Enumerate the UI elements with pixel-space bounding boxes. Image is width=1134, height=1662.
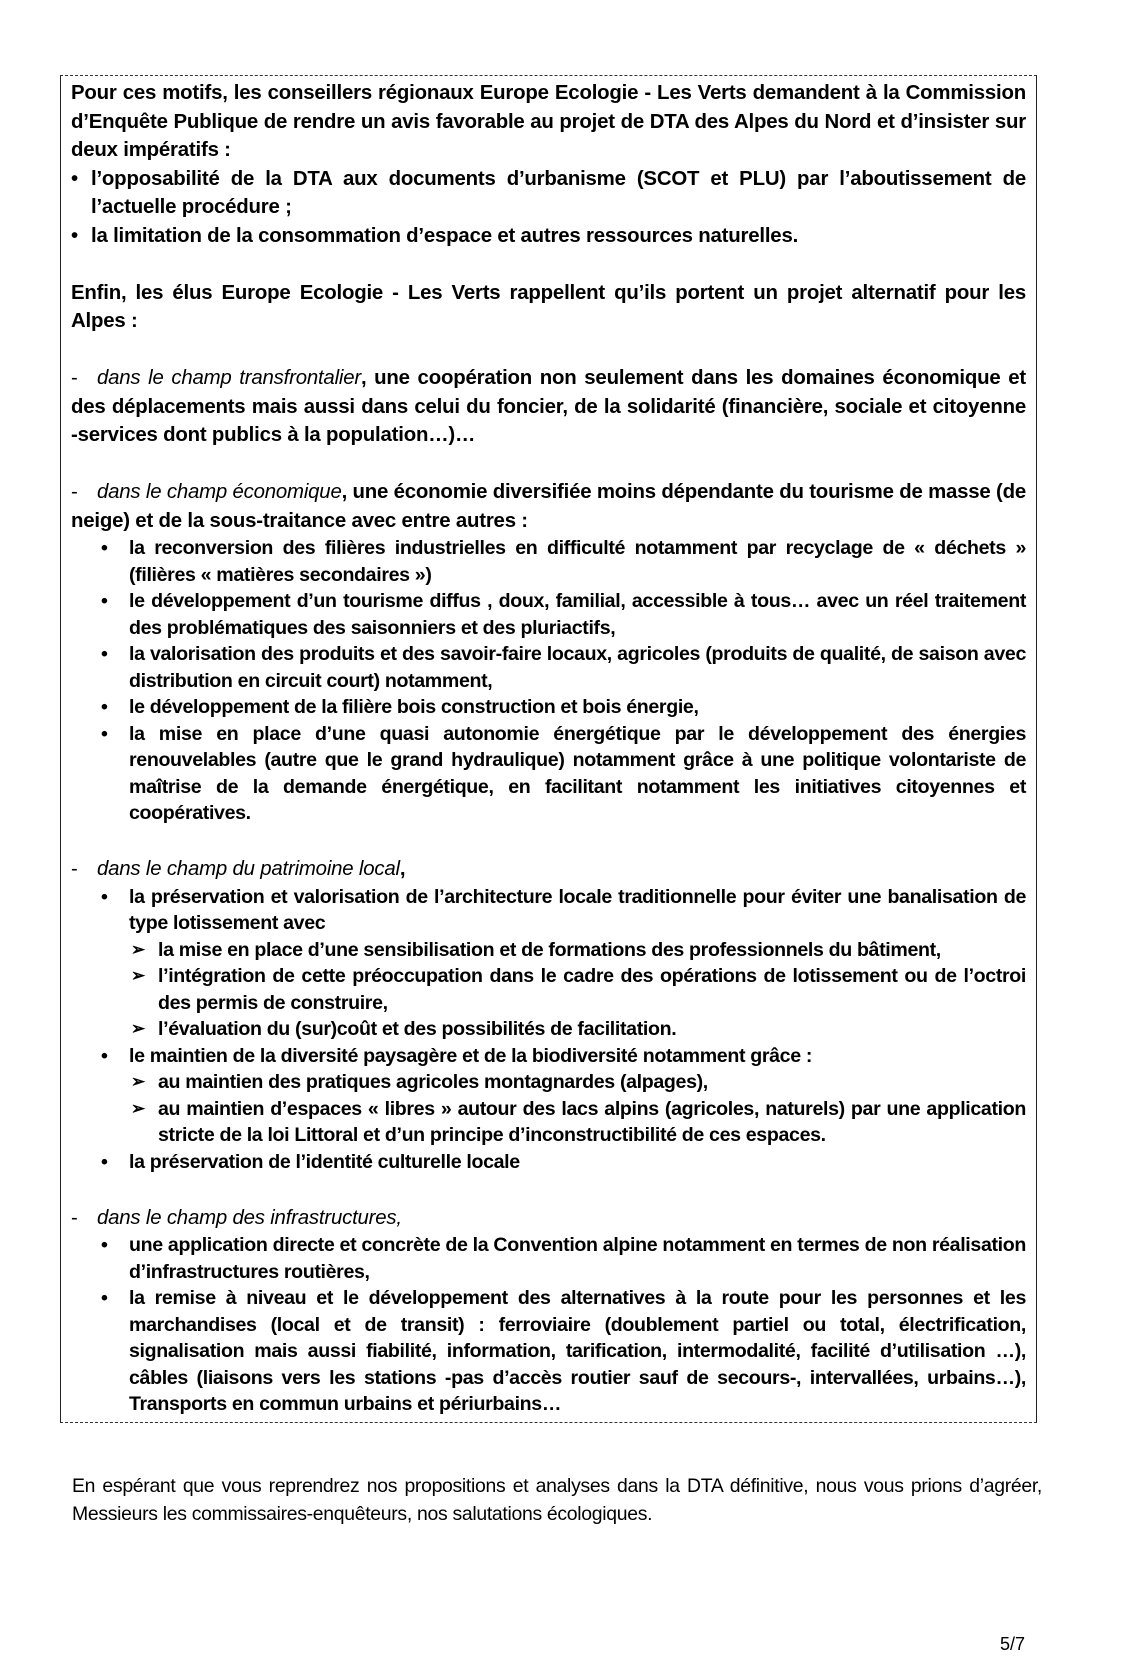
section-label: dans le champ transfrontalier (97, 367, 361, 389)
bullet-marker: • (101, 722, 108, 745)
sub-list-item: ➢ au maintien d’espaces « libres » autour des lacs alpins (agricoles, naturels) par une application stricte de la loi Littoral et d’un principe d’inconstructibilité de ces espaces. (131, 1097, 1026, 1146)
section-infrastructures (71, 1204, 1026, 1233)
bullet-marker: • (101, 1234, 108, 1256)
sub-list-item: ➢ au maintien des pratiques agricoles montagnardes (alpages), (71, 1069, 1026, 1096)
bullet-marker: • (101, 1150, 108, 1173)
spacer (71, 250, 1026, 279)
list-item: • une application directe et concrète de la Convention alpine notamment en termes de non réalisation d’infrastructures routières, (101, 1234, 1026, 1283)
proposal-box (60, 75, 1037, 1423)
spacer (71, 450, 1026, 479)
bullet-marker: • (101, 643, 108, 665)
section-label: dans le champ des infrastructures, (97, 1206, 402, 1229)
section-text: , une économie diversifiée moins dépendante du tourisme de masse (de neige) et de la sous-traitance avec entre autres : (71, 481, 1027, 532)
bullet-marker: • (101, 696, 108, 718)
list-item: • la préservation de l’identité culturelle locale (71, 1149, 1026, 1176)
section-label: dans le champ du patrimoine local (97, 858, 400, 880)
bullet-marker: • (101, 1044, 108, 1067)
section-patrimoine (71, 855, 1026, 884)
sub-list-item: ➢ l’évaluation du (sur)coût et des possibilités de facilitation. (71, 1016, 1026, 1043)
infrastructures-list (71, 1232, 1026, 1418)
list-item: • le développement d’un tourisme diffus , doux, familial, accessible à tous… avec un réel traitement des problématiques des saisonniers et des pluriactifs, (101, 590, 1026, 639)
list-item: • la valorisation des produits et des savoir-faire locaux, agricoles (produits de qualité, de saison avec distribution en circuit court) notamment, (101, 643, 1026, 692)
arrow-marker-icon: ➢ (131, 1019, 145, 1038)
intro-paragraph: Pour ces motifs, les conseillers régionaux Europe Ecologie - Les Verts demandent à la Commission d’Enquête Publique de rendre un avis favorable au projet de DTA des Alpes du Nord et d’insister sur deux impératifs : (71, 82, 1026, 161)
list-item: • la mise en place d’une quasi autonomie énergétique par le développement des énergies renouvelables (autre que le grand hydraulique) notamment grâce à une politique volontariste de maîtrise de la demande énergétique, en facilitant notamment les initiatives citoyennes et coopératives. (101, 722, 1026, 824)
section-economique (71, 478, 1026, 535)
intro-bullet-opposabilite: • l’opposabilité de la DTA aux documents d’urbanisme (SCOT et PLU) par l’aboutissement de l’actuelle procédure ; (71, 165, 1026, 222)
bullet-marker: • (101, 590, 108, 612)
arrow-marker-icon: ➢ (131, 1072, 145, 1091)
list-item: • la remise à niveau et le développement des alternatives à la route pour les personnes et les marchandises (local et de transit) : ferroviaire (doublement partiel ou total, électrification, signalisation mais aussi fiabilité, information, tarification, intermodalité, facilité d’utilisation …), câbles (liaisons vers les stations -pas d’accès routier sauf de secours-, intervallées, urbains…), Transports en commun urbains et périurbains… (101, 1287, 1026, 1415)
page-number: 5/7 (1000, 1634, 1026, 1654)
alternative-project-paragraph: Enfin, les élus Europe Ecologie - Les Verts rappellent qu’ils portent un projet alternatif pour les Alpes : (71, 281, 1026, 332)
bullet-marker: • (101, 537, 108, 559)
list-item: • le développement de la filière bois construction et bois énergie, (71, 694, 1026, 721)
section-label: dans le champ économique (97, 481, 342, 503)
sub-list-item: ➢ la mise en place d’une sensibilisation et de formations des professionnels du bâtiment, (71, 937, 1026, 964)
arrow-marker-icon: ➢ (131, 939, 145, 959)
spacer (71, 827, 1026, 856)
intro-bullet-limitation: • la limitation de la consommation d’espace et autres ressources naturelles. (71, 222, 1026, 251)
sub-list-item: ➢ l’intégration de cette préoccupation dans le cadre des opérations de lotissement ou de l’octroi des permis de construire, (131, 965, 1026, 1014)
spacer (71, 336, 1026, 365)
economique-list (71, 535, 1026, 827)
bullet-marker: • (101, 885, 108, 908)
spacer (71, 1175, 1026, 1204)
dash-marker: - (71, 1206, 78, 1229)
closing-paragraph (72, 1472, 1042, 1528)
list-item: • la préservation et valorisation de l’architecture locale traditionnelle pour éviter une banalisation de type lotissement avec (101, 885, 1026, 934)
section-text: , (399, 858, 406, 880)
patrimoine-list (71, 884, 1026, 1176)
section-text: , une coopération non seulement dans les domaines économique et des déplacements mais aussi dans celui du foncier, de la solidarité (financière, sociale et citoyenne -services dont publics à la population…)… (71, 367, 1026, 446)
arrow-marker-icon: ➢ (131, 966, 145, 985)
closing-text: En espérant que vous reprendrez nos propositions et analyses dans la DTA définitive, nous vous prions d’agréer, Messieurs les commissaires-enquêteurs, nos salutations écologiques. (72, 1475, 1042, 1525)
list-item: • le maintien de la diversité paysagère et de la biodiversité notamment grâce : (71, 1043, 1026, 1070)
section-transfrontalier (71, 364, 1026, 450)
dash-marker: - (71, 481, 78, 503)
arrow-marker-icon: ➢ (131, 1098, 145, 1118)
dash-marker: - (71, 858, 78, 880)
bullet-marker: • (101, 1287, 108, 1309)
dash-marker: - (71, 367, 78, 389)
list-item: • la reconversion des filières industrielles en difficulté notamment par recyclage de « déchets » (filières « matières secondaires ») (101, 537, 1026, 586)
